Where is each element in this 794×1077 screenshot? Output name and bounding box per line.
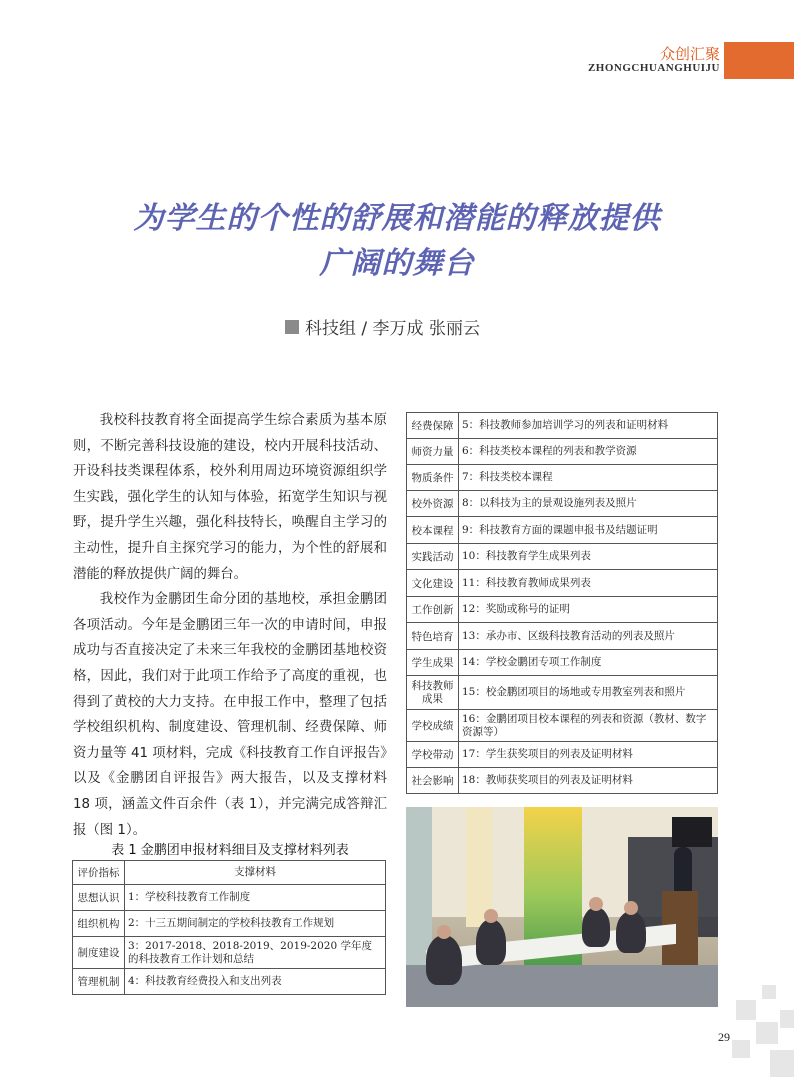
section-accent-bar [724,42,794,79]
table-cell-indicator: 文化建设 [407,570,459,597]
table-row [407,768,718,794]
photo-audience-person [426,935,462,985]
table-row [73,937,386,969]
square-bullet-icon [285,320,299,334]
photo-audience-person [476,919,506,965]
table-cell-material: 16：金鹏团项目校本课程的列表和资源（教材、数字资源等） [459,710,718,742]
table-cell-material: 11：科技教育教师成果列表 [459,570,718,597]
photo-audience-head [624,901,638,915]
table-row [73,969,386,995]
article-title-line-2: 广阔的舞台 [319,246,475,281]
table-cell-indicator: 工作创新 [407,597,459,623]
article-title [40,196,754,286]
photo-speaker-figure [674,847,692,893]
corner-decoration [762,985,776,999]
table-cell-material: 5：科技教师参加培训学习的列表和证明材料 [459,413,718,439]
table-cell-indicator: 思想认识 [73,885,125,911]
table-cell-indicator: 师资力量 [407,439,459,465]
table-cell-indicator: 管理机制 [73,969,125,995]
defense-presentation-photo [406,807,718,1007]
article-body [73,408,387,843]
table-header-row [73,861,386,885]
body-paragraph-1: 我校科技教育将全面提高学生综合素质为基本原则，不断完善科技设施的建设，校内开展科技活动、开设科技类课程体系，校外利用周边环境资源组织学生实践，强化学生的认知与体验，拓宽学生知识与视野，提升学生兴趣，强化科技特长，唤醒自主学习的主动性，提升自主探究学习的能力，为个性的舒展和潜能的释放提供广阔的舞台。 [73,413,387,582]
table-cell-material: 4：科技教育经费投入和支出列表 [125,969,386,995]
corner-decoration [736,1000,756,1020]
table-row [73,911,386,937]
table-row [407,710,718,742]
table-cell-material: 12：奖励或称号的证明 [459,597,718,623]
section-title-cn: 众创汇聚 [659,45,720,63]
photo-audience-head [437,925,451,939]
table-cell-material: 7：科技类校本课程 [459,465,718,491]
table-row [407,597,718,623]
section-title-en: ZHONGCHUANGHUIJU [587,62,720,74]
table-cell-material: 15：校金鹏团项目的场地或专用教室列表和照片 [459,676,718,710]
table-row [407,544,718,570]
table-row [407,742,718,768]
table-cell-material: 3：2017-2018、2018-2019、2019-2020 学年度的科技教育工作计划和总结 [125,937,386,969]
body-paragraph-2: 我校作为金鹏团生命分团的基地校，承担金鹏团各项活动。今年是金鹏团三年一次的申请时间，申报成功与否直接决定了未来三年我校的金鹏团基地校资格，因此，我们对于此项工作给予了高度的重视，也得到了黄校的大力支持。在申报工作中，整理了包括学校组织机构、制度建设、管理机制、经费保障、师资力量等 41 项材料，完成《科技教育工作自评报告》以及《金鹏团自评报告》两大报告，以及支撑材料 18 项，涵盖文件百余件（表 1），并完满完成答辩汇报（图 1）。 [73,592,387,838]
table-cell-indicator: 校本课程 [407,517,459,544]
table-row [407,650,718,676]
table-cell-indicator: 社会影响 [407,768,459,794]
corner-decoration [770,1050,794,1077]
table-cell-indicator: 特色培育 [407,623,459,650]
table-row [407,517,718,544]
table-cell-material: 9：科技教育方面的课题申报书及结题证明 [459,517,718,544]
table-header-materials: 支撑材料 [125,861,386,885]
materials-table-part-1 [72,860,386,995]
table-cell-indicator: 物质条件 [407,465,459,491]
table-cell-indicator: 组织机构 [73,911,125,937]
materials-table-part-2 [406,412,718,794]
corner-decoration [780,1010,794,1028]
table-caption: 表 1 金鹏团申报材料细目及支撑材料列表 [111,843,349,858]
table-row [407,570,718,597]
table-row [407,623,718,650]
table-cell-indicator: 实践活动 [407,544,459,570]
table-cell-material: 2：十三五期间制定的学校科技教育工作规划 [125,911,386,937]
table-row [407,491,718,517]
photo-audience-person [616,911,646,953]
table-cell-indicator: 经费保障 [407,413,459,439]
author-text: 科技组 / 李万成 张丽云 [305,319,480,339]
photo-screen [672,817,712,847]
table-cell-material: 6：科技类校本课程的列表和教学资源 [459,439,718,465]
page-number: 29 [718,1030,730,1044]
corner-decoration [732,1040,750,1058]
article-title-line-1: 为学生的个性的舒展和潜能的释放提供 [133,201,661,236]
photo-audience-head [589,897,603,911]
photo-audience-person [582,907,610,947]
table-cell-indicator: 科技教师成果 [407,676,459,710]
table-row [407,676,718,710]
table-row [407,439,718,465]
table-cell-material: 18：教师获奖项目的列表及证明材料 [459,768,718,794]
table-row [407,413,718,439]
table-cell-material: 14：学校金鹏团专项工作制度 [459,650,718,676]
table-cell-indicator: 学生成果 [407,650,459,676]
table-cell-indicator: 学校成绩 [407,710,459,742]
table-cell-indicator: 校外资源 [407,491,459,517]
table-cell-material: 17：学生获奖项目的列表及证明材料 [459,742,718,768]
table-cell-material: 13：承办市、区级科技教育活动的列表及照片 [459,623,718,650]
table-row [73,885,386,911]
table-cell-material: 1：学校科技教育工作制度 [125,885,386,911]
corner-decoration [756,1022,778,1044]
table-header-indicator: 评价指标 [73,861,125,885]
table-cell-indicator: 学校带动 [407,742,459,768]
table-cell-material: 10：科技教育学生成果列表 [459,544,718,570]
table-cell-indicator: 制度建设 [73,937,125,969]
photo-audience-head [484,909,498,923]
table-cell-material: 8：以科技为主的景观设施列表及照片 [459,491,718,517]
table-row [407,465,718,491]
author-line [285,314,585,339]
